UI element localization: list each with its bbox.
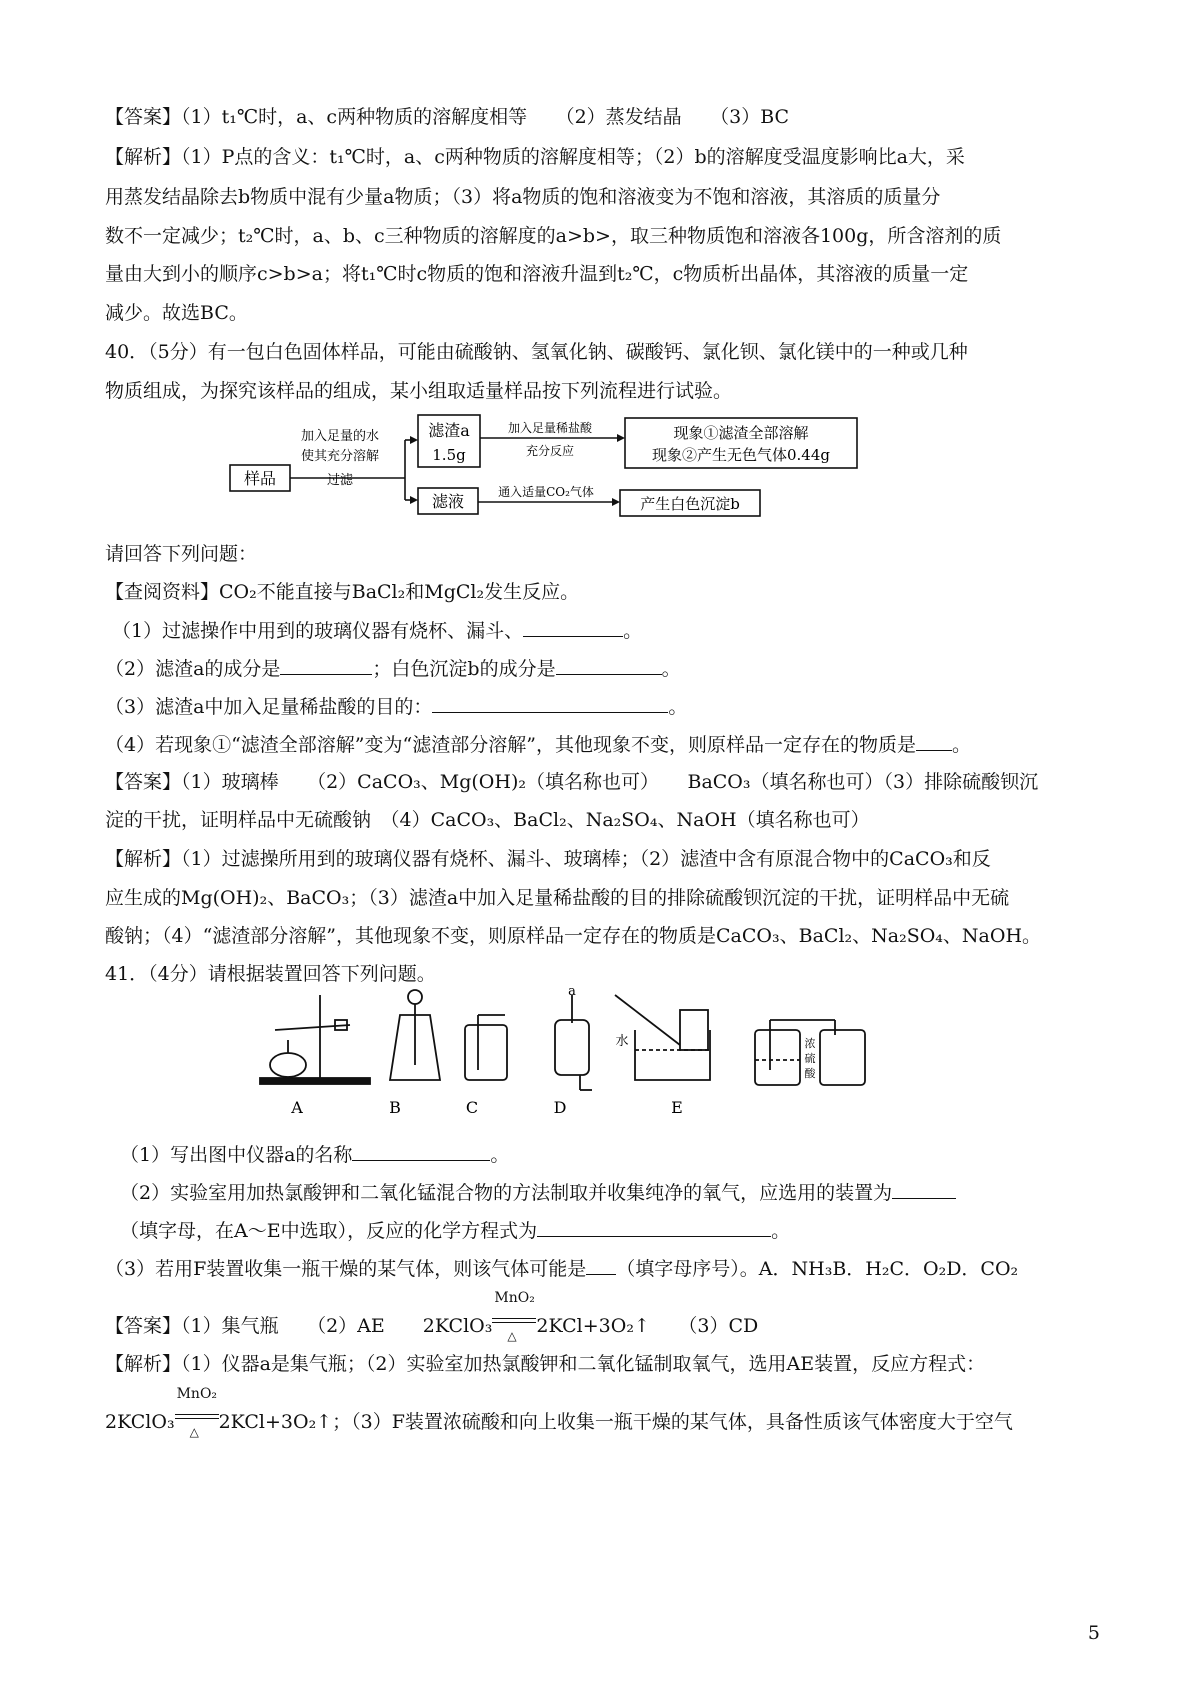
q39-explanation-2: 用蒸发结晶除去b物质中混有少量a物质；（3）将a物质的饱和溶液变为不饱和溶液，其溶质的质量分: [105, 186, 941, 208]
q40-explanation-3: 酸钠；（4）“滤渣部分溶解”，其他现象不变，则原样品一定存在的物质是CaCO₃、BaCl₂、Na₂SO₄、NaOH。: [105, 925, 1042, 947]
q40-explanation-1: 【解析】（1）过滤操所用到的玻璃仪器有烧杯、漏斗、玻璃棒；（2）滤渣中含有原混合物中的CaCO₃和反: [105, 848, 991, 870]
acid-label-3: 酸: [804, 1067, 816, 1080]
q40-answer-2: 淀的干扰，证明样品中无硫酸钠 （4）CaCO₃、BaCl₂、Na₂SO₄、NaOH（填名称也可）: [105, 809, 870, 831]
flow-co2: 通入适量CO₂气体: [498, 485, 594, 499]
flow-observation-2: 现象②产生无色气体0.44g: [651, 446, 831, 464]
answer-blank: [556, 654, 662, 675]
label-E: E: [671, 1098, 683, 1117]
label-A: A: [291, 1098, 303, 1117]
q39-answer: 【答案】（1）t₁℃时，a、c两种物质的溶解度相等 （2）蒸发结晶 （3）BC: [105, 106, 790, 128]
q40-question-1: （1）过滤操作中用到的玻璃仪器有烧杯、漏斗、 。: [112, 616, 642, 645]
q39-explanation-5: 减少。故选BC。: [105, 302, 248, 324]
q40-question-3: （3）滤渣a中加入足量稀盐酸的目的： 。: [105, 692, 687, 721]
answer-blank: [523, 616, 623, 637]
q40-explanation-2: 应生成的Mg(OH)₂、BaCO₃；（3）滤渣a中加入足量稀盐酸的目的排除硫酸钡沉淀的干扰，证明样品中无硫: [105, 887, 1010, 909]
answer-blank: [892, 1178, 956, 1199]
flow-residue-mass: 1.5g: [432, 446, 466, 464]
answer-blank: [537, 1216, 771, 1237]
flow-precipitate: 产生白色沉淀b: [640, 495, 740, 513]
q41-question-2: （2）实验室用加热氯酸钾和二氧化锰混合物的方法制取并收集纯净的氧气，应选用的装置为: [120, 1178, 956, 1207]
flow-step1b: 使其充分溶解: [300, 449, 380, 464]
flow-filtrate: 滤液: [431, 492, 465, 511]
q41-question-1: （1）写出图中仪器a的名称 。: [120, 1140, 509, 1169]
flow-step1a: 加入足量的水: [300, 429, 380, 444]
answer-blank: [916, 730, 952, 751]
acid-label-2: 硫: [804, 1052, 816, 1065]
catalyst-label: MnO₂: [494, 1290, 535, 1306]
answer-blank: [280, 654, 372, 675]
q40-stem-1: 40．（5分）有一包白色固体样品，可能由硫酸钠、氢氧化钠、碳酸钙、氯化钡、氯化镁中的一种或几种: [105, 341, 968, 363]
q39-explanation-4: 量由大到小的顺序c>b>a；将t₁℃时c物质的饱和溶液升温到t₂℃，c物质析出晶体，其溶液的质量一定: [105, 263, 969, 285]
q41-question-2b: （填字母，在A～E中选取），反应的化学方程式为 。: [120, 1216, 790, 1245]
label-C: C: [465, 1098, 479, 1117]
q40-prompt: 请回答下列问题：: [105, 543, 258, 565]
reaction-condition: MnO₂ △: [492, 1312, 536, 1332]
flow-residue-a: 滤渣a: [428, 421, 470, 440]
apparatus-a-label: a: [568, 985, 576, 999]
answer-blank: [432, 692, 668, 713]
answer-blank: [586, 1254, 616, 1275]
q40-stem-2: 物质组成，为探究该样品的组成，某小组取适量样品按下列流程进行试验。: [105, 380, 733, 402]
flow-sample: 样品: [243, 469, 277, 488]
q39-explanation-3: 数不一定减少；t₂℃时，a、b、c三种物质的溶解度的a>b>，取三种物质饱和溶液各100g，所含溶剂的质: [105, 225, 1002, 247]
q39-explanation-1: 【解析】（1）P点的含义：t₁℃时，a、c两种物质的溶解度相等；（2）b的溶解度受温度影响比a大，采: [105, 146, 965, 168]
page-number: 5: [1087, 1622, 1100, 1644]
acid-label-1: 浓: [804, 1037, 816, 1050]
q40-reference: 【查阅资料】CO₂不能直接与BaCl₂和MgCl₂发生反应。: [105, 581, 580, 603]
q41-apparatus-figure: [250, 985, 890, 1125]
q40-answer-1: 【答案】（1）玻璃棒 （2）CaCO₃、Mg(OH)₂（填名称也可） BaCO₃（填名称也可）（3）排除硫酸钡沉: [105, 771, 1039, 793]
q40-flow-diagram: [220, 410, 880, 530]
q41-stem: 41．（4分）请根据装置回答下列问题。: [105, 963, 436, 985]
label-B: B: [389, 1098, 401, 1117]
q41-explanation-1: 【解析】（1）仪器a是集气瓶；（2）实验室加热氯酸钾和二氧化锰制取氧气，选用AE装置，反应方程式：: [105, 1353, 986, 1375]
q41-explanation-2: 2KClO₃ MnO₂ △ 2KCl+3O₂↑；（3）F装置浓硫酸和向上收集一瓶干燥的某气体，具备性质该气体密度大于空气: [105, 1408, 1013, 1436]
flow-step1c: 过滤: [326, 473, 354, 488]
catalyst-label: MnO₂: [176, 1386, 218, 1402]
answer-blank: [352, 1140, 490, 1161]
reaction-condition: MnO₂ △: [175, 1408, 219, 1428]
label-D: D: [553, 1098, 567, 1117]
q41-answer: 【答案】（1）集气瓶 （2）AE 2KClO₃ MnO₂ △ 2KCl+3O₂↑ （3）CD: [105, 1312, 758, 1340]
q40-question-4: （4）若现象①“滤渣全部溶解”变为“滤渣部分溶解”，其他现象不变，则原样品一定存在的物质是 。: [105, 730, 971, 759]
flow-acid-2: 充分反应: [525, 444, 575, 458]
flow-observation-1: 现象①滤渣全部溶解: [673, 424, 809, 442]
flow-acid-1: 加入足量稀盐酸: [507, 421, 593, 435]
q41-question-3: （3）若用F装置收集一瓶干燥的某气体，则该气体可能是 （填字母序号）。A．NH₃B．H₂C．O₂D．CO₂: [105, 1254, 1018, 1283]
q40-question-2: （2）滤渣a的成分是 ；白色沉淀b的成分是 。: [105, 654, 681, 683]
water-label: 水: [615, 1034, 629, 1049]
